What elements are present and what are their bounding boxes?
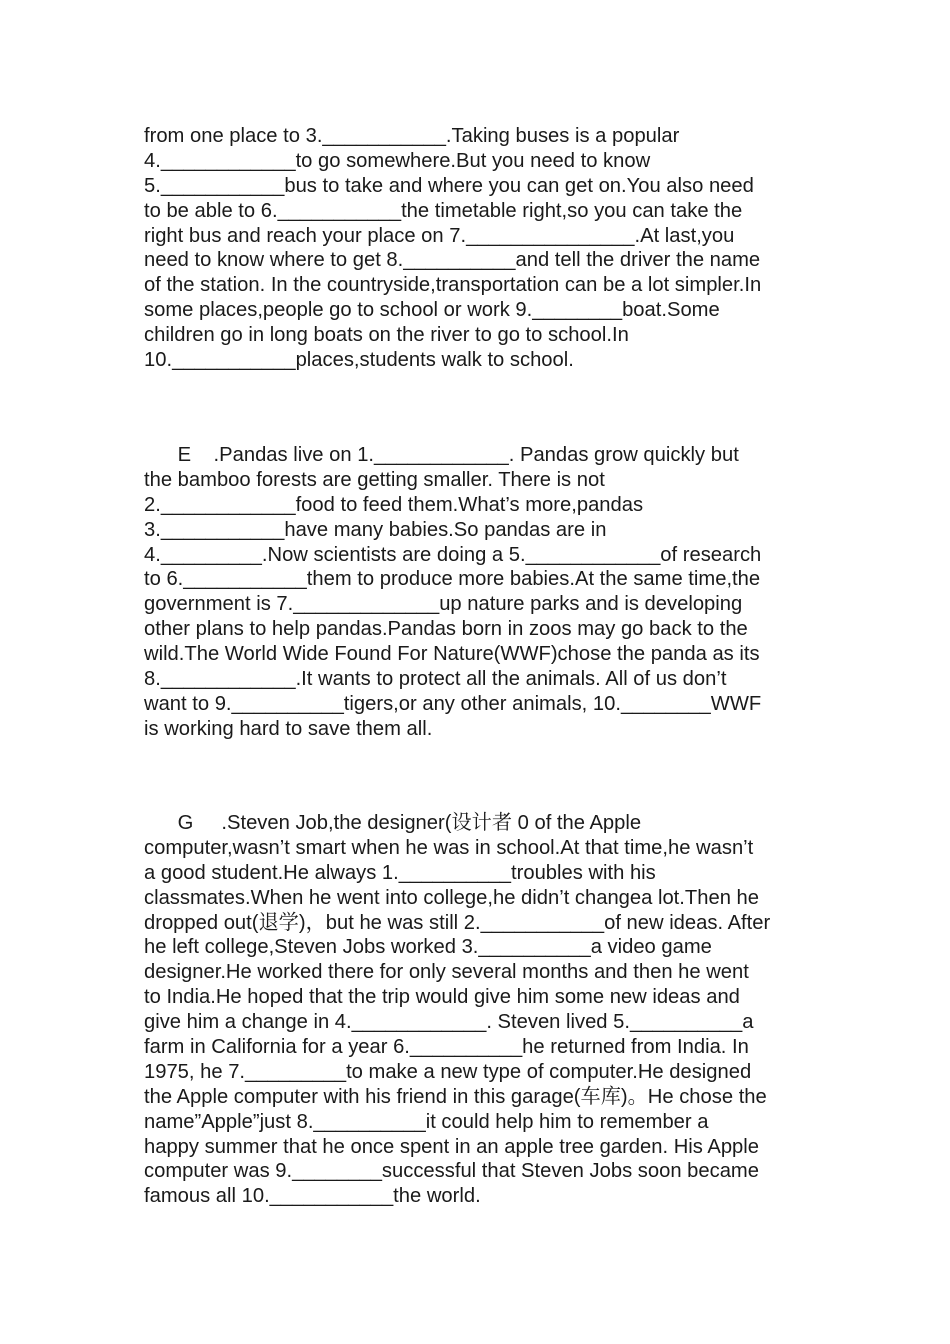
passage-line: 1975, he 7._________to make a new type of computer.He designed — [144, 1060, 752, 1083]
passage-line: of the station. In the countryside,transportation can be a lot simpler.In — [144, 274, 762, 297]
passage-line: give him a change in 4.____________. Steven lived 5.__________a — [144, 1011, 754, 1034]
passage-line: computer,wasn’t smart when he was in school.At that time,he wasn’t — [144, 836, 754, 859]
passage-line: G .Steven Job,the designer(设计者 0 of the Apple — [144, 812, 642, 834]
passage-line: a good student.He always 1.__________troubles with his — [144, 861, 656, 884]
passage-line: 8.____________.It wants to protect all the animals. All of us don’t — [144, 668, 727, 691]
passage-e-pandas — [144, 443, 824, 742]
passage-line: 4._________.Now scientists are doing a 5.____________of research — [144, 543, 762, 566]
passage-line: he left college,Steven Jobs worked 3.__________a video game — [144, 936, 712, 959]
passage-line: dropped out(退学)，but he was still 2.___________of new ideas. After — [144, 911, 771, 934]
passage-line: 3.___________have many babies.So pandas are in — [144, 518, 607, 541]
passage-line: from one place to 3.___________.Taking buses is a popular — [144, 125, 680, 147]
passage-line: to 6.___________them to produce more babies.At the same time,the — [144, 568, 761, 591]
passage-line: the Apple computer with his friend in this garage(车库)。He chose the — [144, 1085, 767, 1108]
passage-transportation — [144, 124, 824, 373]
passage-line: 2.____________food to feed them.What’s more,pandas — [144, 493, 644, 516]
passage-line: designer.He worked there for only several months and then he went — [144, 961, 749, 984]
passage-line: children go in long boats on the river to go to school.In — [144, 324, 629, 347]
passage-line: other plans to help pandas.Pandas born in zoos may go back to the — [144, 618, 748, 641]
passage-line: happy summer that he once spent in an apple tree garden. His Apple — [144, 1135, 759, 1158]
passage-line: to be able to 6.___________the timetable right,so you can take the — [144, 199, 743, 222]
passage-line: wild.The World Wide Found For Nature(WWF)chose the panda as its — [144, 643, 760, 666]
passage-g-steven-jobs — [144, 811, 824, 1209]
passage-line: 10.___________places,students walk to school. — [144, 349, 574, 372]
passage-line: E .Pandas live on 1.____________. Pandas grow quickly but — [144, 444, 739, 466]
passage-line: 5.___________bus to take and where you can get on.You also need — [144, 174, 754, 197]
passage-line: to India.He hoped that the trip would give him some new ideas and — [144, 986, 740, 1009]
passage-line: farm in California for a year 6.__________he returned from India. In — [144, 1036, 749, 1059]
passage-line: the bamboo forests are getting smaller. There is not — [144, 468, 605, 491]
passage-line: famous all 10.___________the world. — [144, 1185, 481, 1208]
passage-line: government is 7._____________up nature parks and is developing — [144, 593, 743, 616]
passage-line: right bus and reach your place on 7._______________.At last,you — [144, 224, 735, 247]
passage-line: 4.____________to go somewhere.But you need to know — [144, 149, 651, 172]
passage-line: need to know where to get 8.__________and tell the driver the name — [144, 249, 761, 272]
passage-line: some places,people go to school or work 9.________boat.Some — [144, 299, 720, 322]
passage-line: computer was 9.________successful that Steven Jobs soon became — [144, 1160, 759, 1183]
passage-line: is working hard to save them all. — [144, 717, 433, 740]
passage-line: classmates.When he went into college,he didn’t changea lot.Then he — [144, 886, 759, 909]
passage-line: name”Apple”just 8.__________it could help him to remember a — [144, 1110, 709, 1133]
passage-line: want to 9.__________tigers,or any other animals, 10.________WWF — [144, 692, 762, 715]
